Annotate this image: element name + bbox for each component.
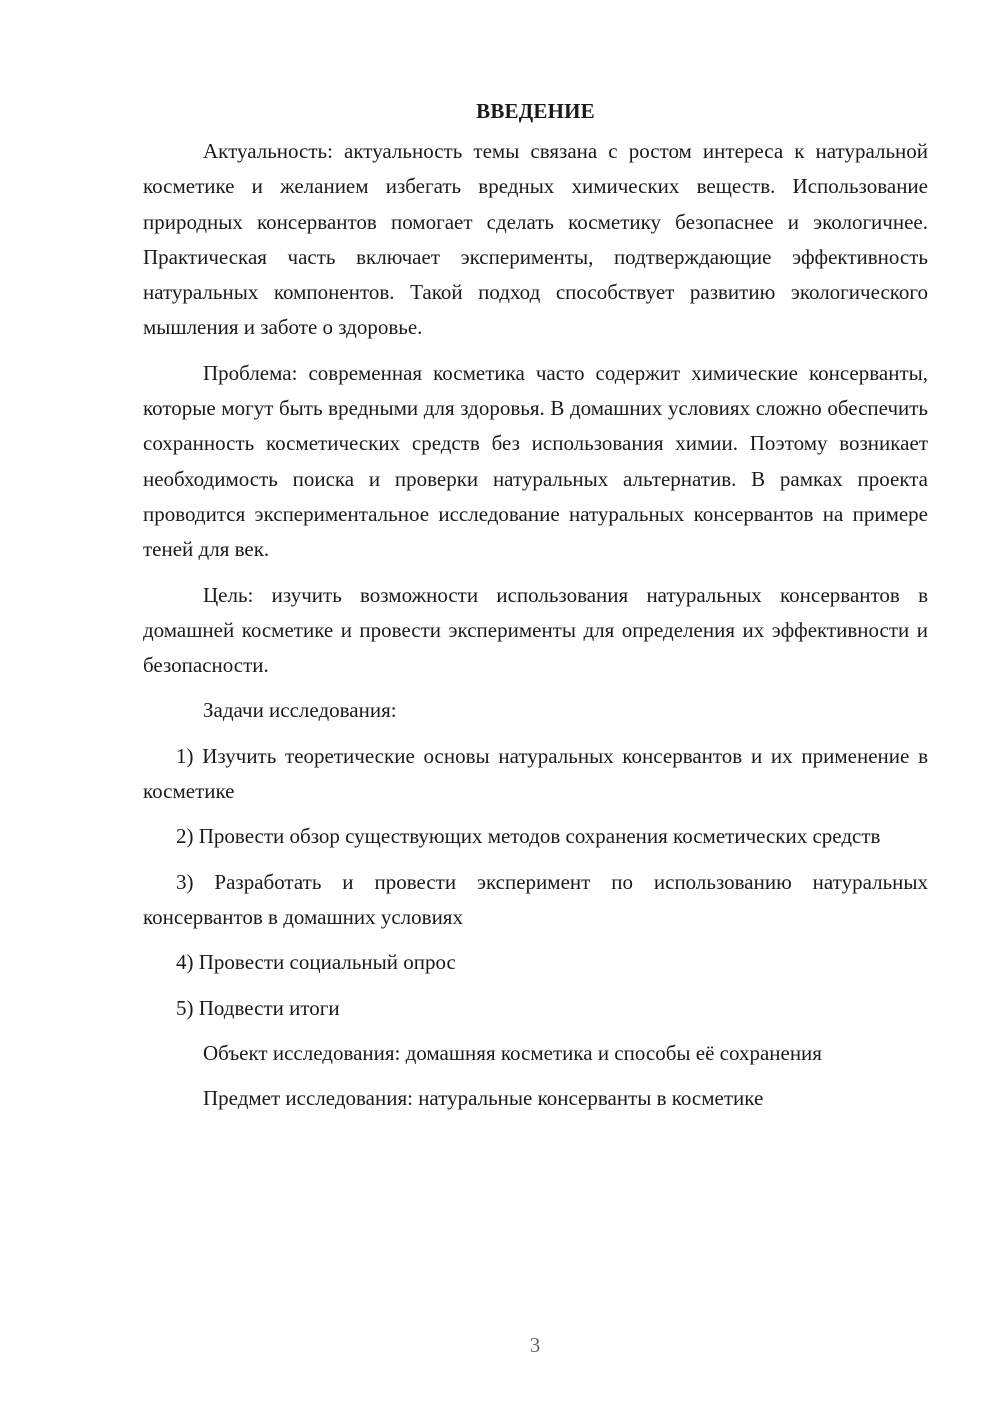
task-item-5: 5) Подвести итоги [176, 995, 340, 1020]
document-page [143, 94, 928, 1126]
paragraph-problem: Проблема: современная косметика часто содержит химические консерванты, которые могут быть вредными для здоровья. В домашних условиях сложно обеспечить сохранность косметических средств без использования химии. Поэтому возникает необходимость поиска и проверки натуральных альтернатив. В рамках проекта проводится экспериментальное исследование натуральных консервантов на примере теней для век. [143, 360, 928, 562]
task-item-4: 4) Провести социальный опрос [176, 950, 456, 975]
paragraph-tasks-heading: Задачи исследования: [203, 698, 397, 723]
task-item-2: 2) Провести обзор существующих методов сохранения косметических средств [176, 824, 881, 849]
paragraph-subject: Предмет исследования: натуральные консерванты в косметике [203, 1086, 764, 1111]
paragraph-relevance: Актуальность: актуальность темы связана с ростом интереса к натуральной косметике и желанием избегать вредных химических веществ. Использование природных консервантов помогает сделать косметику безопаснее и экологичнее. Практическая часть включает эксперименты, подтверждающие эффективность натуральных компонентов. Такой подход способствует развитию экологического мышления и заботе о здоровье. [143, 139, 928, 340]
paragraph-object: Объект исследования: домашняя косметика и способы её сохранения [203, 1040, 822, 1065]
page-title: ВВЕДЕНИЕ [476, 99, 595, 123]
paragraph-goal: Цель: изучить возможности использования натуральных консервантов в домашней косметике и провести эксперименты для определения их эффективности и безопасности. [143, 582, 928, 678]
task-item-1: 1) Изучить теоретические основы натуральных консервантов и их применение в косметике [143, 743, 928, 804]
task-item-3: 3) Разработать и провести эксперимент по использованию натуральных консервантов в домашних условиях [143, 869, 928, 929]
page-number: 3 [529, 1333, 541, 1357]
